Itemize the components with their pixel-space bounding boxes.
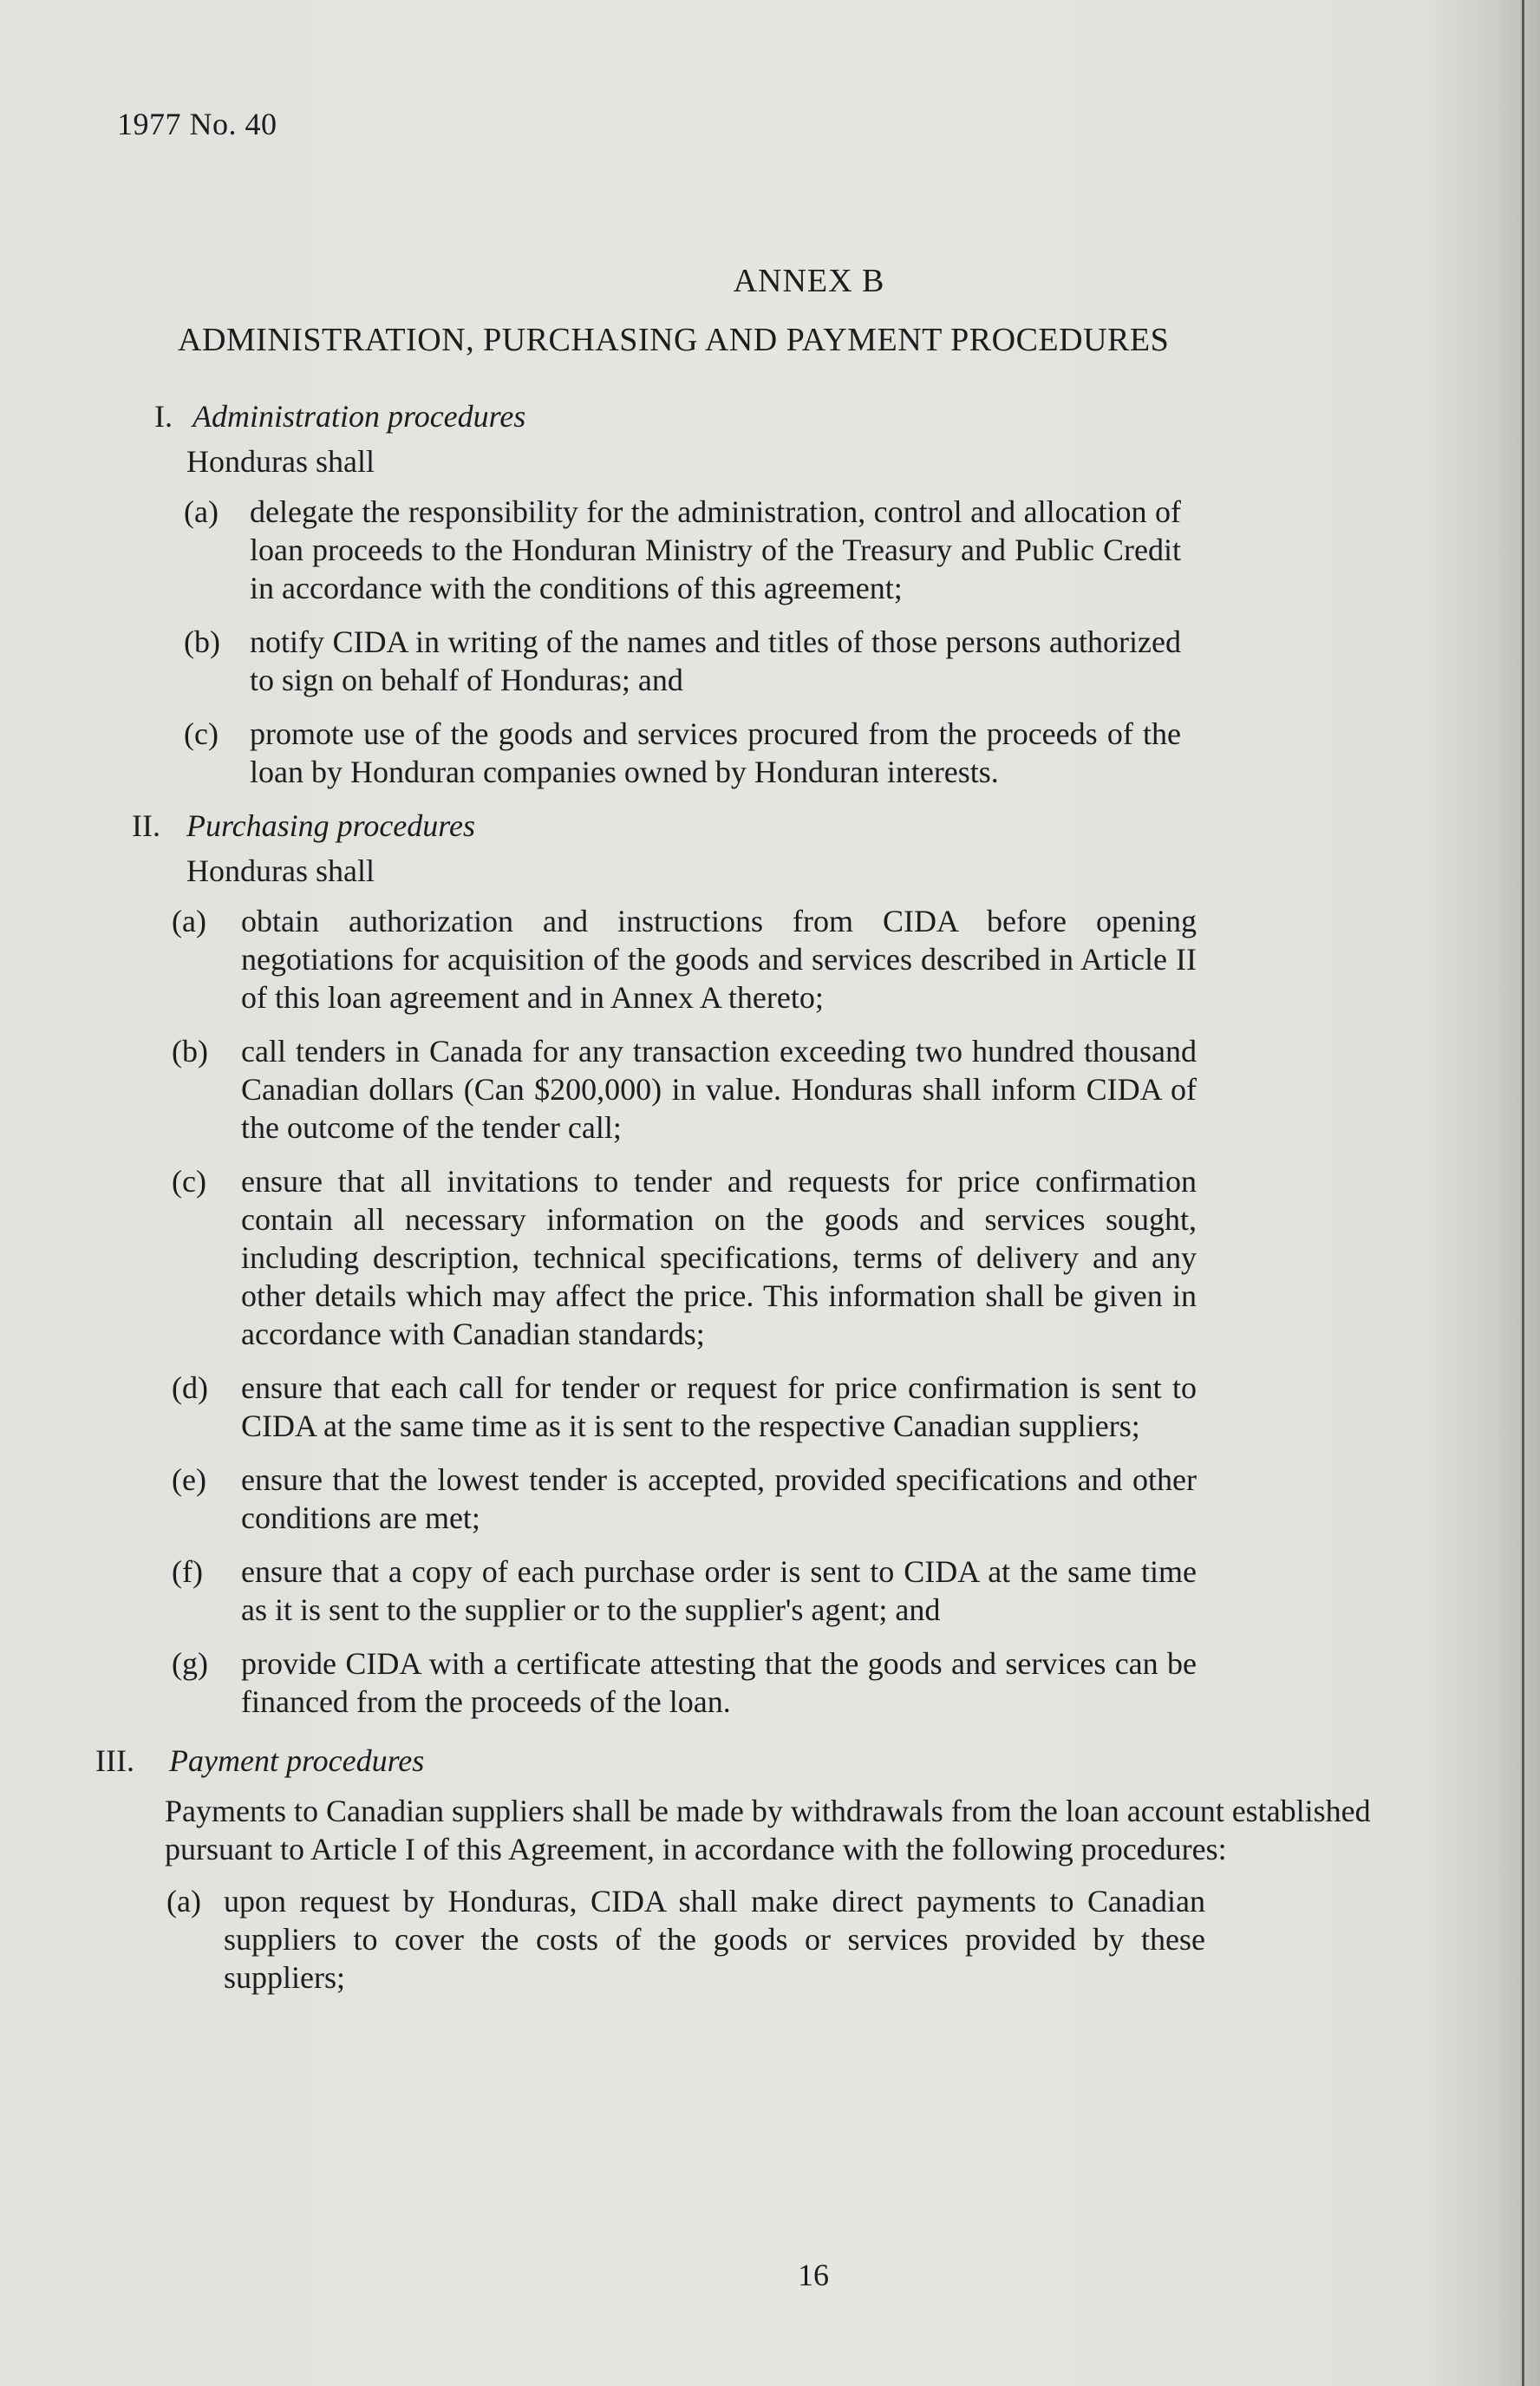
section-number: II. [132,808,160,843]
section-title: Payment procedures [169,1743,425,1778]
item-text: provide CIDA with a certificate attesting that the goods and services can be financed from the proceeds of the loan. [241,1646,1197,1719]
list-item [0,1882,1431,1997]
item-text: call tenders in Canada for any transaction exceeding two hundred thousand Canadian dollars (Can $200,000) in value. Honduras shall inform CIDA of the outcome of the tender call; [241,1034,1197,1145]
item-label: (b) [184,624,220,659]
list-item [0,1032,1431,1147]
item-label: (g) [172,1646,208,1681]
document-body [0,390,1540,2012]
list-item [0,1369,1431,1445]
list-item [0,623,1431,699]
section-intro: Honduras shall [186,444,375,479]
section-heading-payment [0,1742,1540,1787]
item-text: upon request by Honduras, CIDA shall make direct payments to Canadian suppliers to cover the costs of the goods or services provided by these suppliers; [224,1884,1205,1995]
item-text: notify CIDA in writing of the names and titles of those persons authorized to sign on behalf of Honduras; and [250,624,1181,697]
page-number: 16 [798,2258,829,2292]
item-label: (e) [172,1462,206,1497]
item-label: (f) [172,1554,203,1589]
annex-title: ANNEX B [733,263,885,299]
list-item [0,902,1431,1017]
section-intro: Payments to Canadian suppliers shall be made by withdrawals from the loan account established pursuant to Article I of this Agreement, in accordance with the following procedures: [165,1794,1371,1866]
section-number: III. [95,1743,134,1778]
running-head: 1977 No. 40 [117,107,277,141]
section-intro: Honduras shall [186,853,375,888]
list-item [0,1644,1431,1721]
list-item [0,715,1431,791]
item-label: (c) [184,716,219,751]
list-item [0,1162,1431,1353]
section-title: Purchasing procedures [186,808,475,843]
item-label: (a) [184,494,219,529]
section-title: Administration procedures [192,399,526,434]
annex-subtitle: ADMINISTRATION, PURCHASING AND PAYMENT PROCEDURES [178,322,1170,358]
item-text: ensure that a copy of each purchase order is sent to CIDA at the same time as it is sent to the supplier or to the supplier's agent; and [241,1554,1197,1627]
item-text: delegate the responsibility for the administration, control and allocation of loan proceeds to the Honduran Ministry of the Treasury and Public Credit in accordance with the conditions of this agreement; [250,494,1181,605]
section-heading-administration [0,397,1540,442]
item-label: (d) [172,1370,208,1405]
section-number: I. [154,399,173,434]
item-text: promote use of the goods and services procured from the proceeds of the loan by Honduran companies owned by Honduran interests. [250,716,1181,789]
list-item [0,1461,1431,1537]
list-item [0,1553,1431,1629]
item-text: ensure that each call for tender or request for price confirmation is sent to CIDA at the same time as it is sent to the respective Canadian suppliers; [241,1370,1197,1443]
item-label: (a) [172,904,206,938]
item-text: ensure that all invitations to tender and requests for price confirmation contain all necessary information on the goods and services sought, including description, technical specifications, terms of delivery and any other details which may affect the price. This information shall be given in accordance with Canadian standards; [241,1164,1197,1351]
item-label: (b) [172,1034,208,1069]
list-item [0,493,1431,607]
section-heading-purchasing [0,807,1540,852]
item-label: (a) [166,1884,201,1919]
item-label: (c) [172,1164,206,1199]
item-text: ensure that the lowest tender is accepted, provided specifications and other conditions are met; [241,1462,1197,1535]
item-text: obtain authorization and instructions from CIDA before opening negotiations for acquisition of the goods and services described in Article II of this loan agreement and in Annex A thereto; [241,904,1197,1015]
